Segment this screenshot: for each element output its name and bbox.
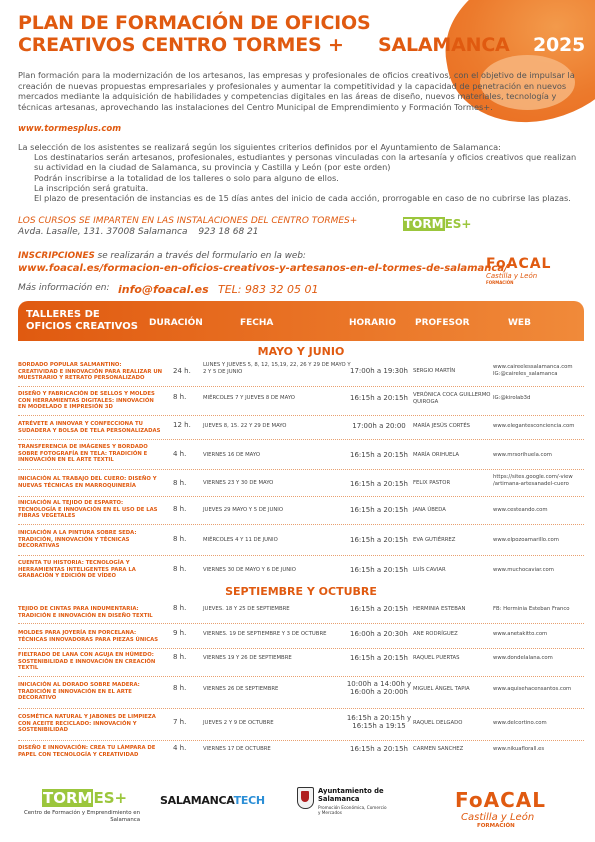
venue-address-line	[18, 227, 259, 237]
page-title	[18, 12, 586, 56]
course-title: TRANSFERENCIA DE IMÁGENES Y BORDADO SOBRE FOTOGRAFÍA EN TELA: TRADICIÓN E INNOVACIÓN EN EL ARTE TEXTIL	[18, 444, 148, 464]
course-professor: SERGIO MARTÍN	[413, 368, 456, 374]
header-talleres: TALLERES DE OFICIOS CREATIVOS	[26, 309, 138, 332]
course-time: 16:15h a 20:15h	[350, 480, 408, 488]
row-divider	[18, 676, 584, 677]
course-professor: MARÍA JESÚS CORTÉS	[413, 423, 471, 429]
course-web-link[interactable]: www.dondelalana.com	[493, 655, 553, 661]
course-date: LUNES Y JUEVES 5, 8, 12, 15,19, 22, 26 Y 29 DE MAYO Y 2 Y 5 DE JUNIO	[203, 362, 351, 375]
table-header	[18, 301, 584, 341]
title-year: 2025	[533, 34, 586, 56]
header-fecha: FECHA	[240, 318, 274, 328]
footer-foacal-tag: FORMACIÓN	[477, 823, 515, 829]
course-web-link[interactable]: www.mrsorihuela.com	[493, 452, 552, 458]
course-web-link[interactable]: www.muchocaviar.com	[493, 567, 554, 573]
course-duration: 7 h.	[173, 718, 187, 726]
course-date: VIERNES 26 DE SEPTIEMBRE	[203, 686, 279, 692]
footer-tormes-sub: Centro de Formación y Emprendimiento en Salamanca	[23, 810, 140, 823]
course-professor: JANA ÚBEDA	[413, 507, 446, 513]
more-info	[18, 283, 319, 296]
course-web-link[interactable]: www.anetakitto.com	[493, 631, 548, 637]
course-title: ATRÉVETE A INNOVAR Y CONFECCIONA TU SUDADERA Y BOLSA DE TELA PERSONALIZADAS	[18, 421, 161, 434]
course-date: VIERNES 23 Y 30 DE MAYO	[203, 480, 274, 486]
footer-foacal-sub: Castilla y León	[461, 812, 535, 823]
foacal-logo-name: FoACAL	[486, 256, 552, 272]
ayuntamiento-sub: Promoción Económica, Comercio y Mercados	[318, 805, 387, 815]
course-web-link[interactable]: www.nikuaflorall.es	[493, 746, 545, 752]
selection-item: La inscripción será gratuita.	[34, 182, 149, 193]
row-divider	[18, 469, 584, 470]
course-date: JUEVES. 18 Y 25 DE SEPTIEMBRE	[203, 606, 290, 612]
course-time: 16:15h a 20:15h	[350, 536, 408, 544]
course-professor: VERÓNICA COCA GUILLERMO QUIROGA	[413, 392, 491, 405]
course-web-link[interactable]: www.elegantesconciencia.com	[493, 423, 575, 429]
course-time: 16:15h a 20:15h	[350, 566, 408, 574]
course-duration: 8 h.	[173, 565, 187, 573]
row-divider	[18, 415, 584, 416]
course-time: 16:15h a 20:15h	[350, 506, 408, 514]
course-title: MOLDES PARA JOYERÍA EN PORCELANA: TÉCNICAS INNOVADORAS PARA PIEZAS ÚNICAS	[18, 630, 159, 643]
course-title: BORDADO POPULAR SALMANTINO: CREATIVIDAD E INNOVACIÓN PARA REALIZAR UN MUESTRARIO Y RETRATO PERSONALIZADO	[18, 362, 163, 382]
course-duration: 4 h.	[173, 744, 187, 752]
course-duration: 9 h.	[173, 629, 187, 637]
header-horario: HORARIO	[349, 318, 397, 328]
more-info-label: Más información en:	[18, 283, 110, 293]
tormes-logo-part2: ES+	[444, 217, 472, 231]
row-divider	[18, 740, 584, 741]
salamanca-tech-word1: SALAMANCA	[160, 794, 234, 807]
course-title: DISEÑO Y FABRICACIÓN DE SELLOS Y MOLDES CON HERRAMIENTAS DIGITALES: INNOVACIÓN EN MODELADO E IMPRESIÓN 3D	[18, 391, 155, 411]
course-title: INICIACIÓN A LA PINTURA SOBRE SEDA: TRADICIÓN, INNOVACIÓN Y TÉCNICAS DECORATIVAS	[18, 530, 137, 550]
footer-tormes-part1: TORM	[43, 789, 93, 807]
course-time: 16:15h a 20:15h y 16:15h a 19:15	[346, 714, 412, 730]
course-date: VIERNES 19 Y 26 DE SEPTIEMBRE	[203, 655, 292, 661]
course-time: 10:00h a 14:00h y 16:00h a 20:00h	[346, 680, 412, 696]
course-time: 16:15h a 20:15h	[350, 605, 408, 613]
course-professor: FELIX PASTOR	[413, 480, 451, 486]
selection-item: El plazo de presentación de instancias es de 15 días antes del inicio de cada acción, prorrogable en caso de no cubrirse las plazas.	[34, 193, 571, 204]
course-web-link[interactable]: IG:@kirolab3d	[493, 395, 531, 401]
course-duration: 12 h.	[173, 421, 191, 429]
row-divider	[18, 708, 584, 709]
course-date: JUEVES 2 Y 9 DE OCTUBRE	[203, 720, 274, 726]
course-date: VIERNES. 19 DE SEPTIEMBRE Y 3 DE OCTUBRE	[203, 631, 327, 637]
course-duration: 8 h.	[173, 535, 187, 543]
course-duration: 8 h.	[173, 604, 187, 612]
venue-phone: 923 18 68 21	[198, 227, 259, 237]
selection-lead: La selección de los asistentes se realizará según los siguientes criterios definidos por el Ayuntamiento de Salamanca:	[18, 142, 501, 152]
selection-criteria	[18, 142, 583, 203]
section-title: SEPTIEMBRE Y OCTUBRE	[225, 585, 377, 598]
course-professor: LUÍS CAVIAR	[413, 567, 446, 573]
section-title: MAYO Y JUNIO	[257, 345, 345, 358]
foacal-logo-sub: Castilla y León	[486, 272, 538, 280]
inscription-url-link[interactable]: www.foacal.es/formacion-en-oficios-creativos-y-artesanos-en-el-tormes-de-salamanca/	[18, 263, 508, 274]
title-line-1: PLAN DE FORMACIÓN DE OFICIOS	[18, 12, 371, 34]
course-web-link[interactable]: www.elpozoamarillo.com	[493, 537, 559, 543]
inscription-label: INSCRIPCIONES	[18, 251, 95, 261]
course-title: TEJIDO DE CINTAS PARA INDUMENTARIA: TRADICIÓN E INNOVACIÓN EN DISEÑO TEXTIL	[18, 606, 153, 619]
course-web-link[interactable]: www.cesteando.com	[493, 507, 548, 513]
course-professor: RAQUEL PUERTAS	[413, 655, 460, 661]
coat-of-arms-icon	[297, 787, 314, 809]
title-line-2: CREATIVOS CENTRO TORMES +	[18, 34, 344, 56]
foacal-logo-tag: FORMACIÓN	[486, 280, 514, 285]
course-time: 17:00h a 19:30h	[350, 367, 408, 375]
venue-courses-line: LOS CURSOS SE IMPARTEN EN LAS INSTALACIONES DEL CENTRO TORMES+	[18, 216, 358, 226]
title-city: SALAMANCA	[378, 34, 510, 56]
course-professor: MARÍA ORIHUELA	[413, 452, 460, 458]
info-phone: TEL: 983 32 05 01	[218, 283, 319, 296]
course-date: JUEVES 29 MAYO Y 5 DE JUNIO	[203, 507, 284, 513]
course-title: INICIACIÓN AL TRABAJO DEL CUERO: DISEÑO Y NUEVAS TÉCNICAS EN MARROQUINERÍA	[18, 476, 157, 489]
selection-item: su actividad en la ciudad de Salamanca, su provincia y Castilla y León (por este orden)	[34, 162, 391, 173]
course-web-link[interactable]: www.aquisehacensantos.com	[493, 686, 572, 692]
course-duration: 8 h.	[173, 479, 187, 487]
course-duration: 4 h.	[173, 450, 187, 458]
course-web-link[interactable]: FB: Herminia Esteban Franco	[493, 606, 570, 612]
course-title: COSMÉTICA NATURAL Y JABONES DE LIMPIEZA CON ACEITE RECICLADO: INNOVACIÓN Y SOSTENIBILIDAD	[18, 714, 156, 734]
course-professor: ANE RODRÍGUEZ	[413, 631, 458, 637]
course-duration: 24 h.	[173, 367, 191, 375]
footer-foacal-name: FoACAL	[455, 788, 546, 812]
course-professor: RAQUEL DELGADO	[413, 720, 463, 726]
course-time: 16:15h a 20:15h	[350, 451, 408, 459]
course-date: MIÉRCOLES 7 Y JUEVES 8 DE MAYO	[203, 395, 295, 401]
course-professor: MIGUEL ÁNGEL TAPIA	[413, 686, 470, 692]
ayuntamiento-name: Ayuntamiento de Salamanca	[318, 787, 384, 803]
course-title: INICIACIÓN AL DORADO SOBRE MADERA: TRADICIÓN E INNOVACIÓN EN EL ARTE DECORATIVO	[18, 682, 140, 702]
course-duration: 8 h.	[173, 653, 187, 661]
course-time: 16:15h a 20:15h	[350, 745, 408, 753]
course-time: 16:15h a 20:15h	[350, 394, 408, 402]
course-duration: 8 h.	[173, 393, 187, 401]
course-professor: EVA GUTIÉRREZ	[413, 537, 456, 543]
row-divider	[18, 524, 584, 525]
course-web-link[interactable]: https://sites.google.com/-view /artimana-artesanadel-cuero	[493, 474, 573, 487]
course-time: 17:00h a 20:00	[352, 422, 406, 430]
course-title: INICIACIÓN AL TEJIDO DE ESPARTO: TECNOLOGÍA E INNOVACIÓN EN EL USO DE LAS FIBRAS VEGETALES	[18, 500, 158, 520]
header-web: WEB	[508, 318, 531, 328]
course-title: FIELTRADO DE LANA CON AGUJA EN HÚMEDO: SOSTENIBILIDAD E INNOVACIÓN EN CREACIÓN TEXTIL	[18, 652, 156, 672]
course-professor: HERMINIA ESTEBAN	[413, 606, 466, 612]
row-divider	[18, 555, 584, 556]
course-web-link[interactable]: www.caireelessalamanca.com IG:@caireles_salamanca	[493, 364, 573, 377]
selection-item: Podrán inscribirse a la totalidad de los talleres o solo para alguno de ellos.	[34, 172, 339, 183]
course-web-link[interactable]: www.delcortino.com	[493, 720, 547, 726]
course-date: JUEVES 8, 15. 22 Y 29 DE MAYO	[203, 423, 287, 429]
course-date: MIÉRCOLES 4 Y 11 DE JUNIO	[203, 537, 278, 543]
course-title: CUENTA TU HISTORIA: TECNOLOGÍA Y HERRAMIENTAS INTELIGENTES PARA LA GRABACIÓN Y EDICIÓN DE VÍDEO	[18, 560, 136, 580]
course-professor: CARMEN SANCHEZ	[413, 746, 464, 752]
course-duration: 8 h.	[173, 684, 187, 692]
salamanca-tech-logo	[160, 794, 265, 807]
tormes-logo-part1: TORM	[404, 217, 444, 231]
course-date: VIERNES 30 DE MAYO Y 6 DE JUNIO	[203, 567, 296, 573]
row-divider	[18, 386, 584, 387]
course-date: VIERNES 16 DE MAYO	[203, 452, 260, 458]
footer-tormes-part2: ES+	[93, 789, 128, 807]
course-title: DISEÑO E INNOVACIÓN: CREA TU LÁMPARA DE PAPEL CON TECNOLOGÍA Y CREATIVIDAD	[18, 745, 156, 758]
header-duracion: DURACIÓN	[149, 318, 203, 328]
venue-address: Avda. Lasalle, 131. 37008 Salamanca	[18, 227, 188, 237]
inscription-line	[18, 251, 306, 262]
course-duration: 8 h.	[173, 505, 187, 513]
row-divider	[18, 648, 584, 649]
footer-tormes-logo	[42, 789, 127, 807]
course-time: 16:00h a 20:30h	[350, 630, 408, 638]
row-divider	[18, 439, 584, 440]
footer-foacal-logo	[455, 788, 546, 829]
info-email-link[interactable]: info@foacal.es	[118, 283, 209, 296]
row-divider	[18, 623, 584, 624]
course-time: 16:15h a 20:15h	[350, 654, 408, 662]
header-profesor: PROFESOR	[415, 318, 470, 328]
inscription-text: se realizarán a través del formulario en la web:	[94, 251, 306, 261]
footer-logos	[0, 784, 595, 842]
row-divider	[18, 496, 584, 497]
tormesplus-link[interactable]: www.tormesplus.com	[18, 124, 122, 134]
selection-item: Los destinatarios serán artesanos, profesionales, estudiantes y personas vinculadas con la artesanía y oficios creativos que realizan	[34, 152, 577, 163]
course-date: VIERNES 17 DE OCTUBRE	[203, 746, 271, 752]
foacal-logo	[486, 256, 552, 285]
tormes-logo	[403, 217, 471, 231]
intro-paragraph: Plan formación para la modernización de los artesanos, las empresas y profesionales de oficios creativos, con el objetivo de impulsar la creación de nuevas propuestas empresariales y profesionales y aumentar la competitividad y la capacidad de penetración en nuevos mercados mediante la adquisición de habilidades y competencias digitales en las áreas de diseño, nuevos materiales, tecnología y técnicas artesanas, aprovechando las instalaciones del Centro Municipal de Emprendimiento y Formación Tormes+.	[18, 70, 575, 112]
salamanca-tech-word2: TECH	[233, 794, 265, 807]
